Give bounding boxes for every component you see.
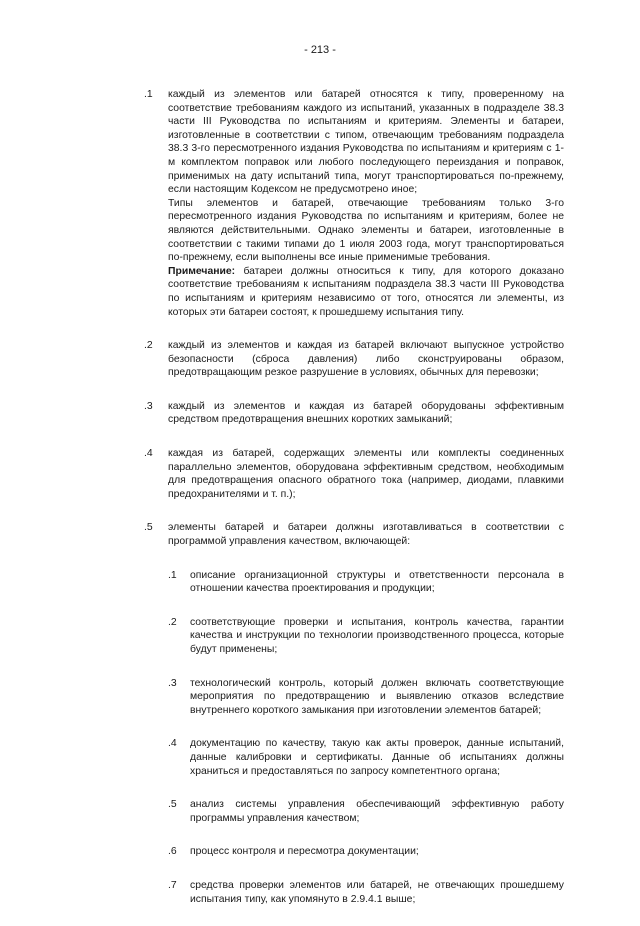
sub-item-number: .6 — [168, 846, 177, 858]
sub-item-number: .7 — [168, 879, 177, 891]
list-item-2 — [0, 339, 564, 380]
item-number: .1 — [144, 89, 153, 100]
sub-item-text: описание организационной структуры и ответственности персонала в отношении качества проектирования и продукции; — [190, 569, 564, 595]
note-paragraph — [168, 265, 564, 319]
sub-item-4 — [168, 737, 564, 778]
item-number: .2 — [144, 340, 153, 352]
list-item-5 — [0, 521, 564, 906]
sub-item-2 — [168, 616, 564, 657]
sub-item-text: процесс контроля и пересмотра документации; — [190, 846, 419, 858]
sub-item-text: анализ системы управления обеспечивающий эффективную работу программы управления качеством; — [190, 799, 564, 824]
sub-item-number: .2 — [168, 616, 177, 628]
item-number: .4 — [144, 448, 153, 460]
item-number: .5 — [144, 522, 153, 534]
sub-item-number: .5 — [168, 799, 177, 811]
sub-item-text: документацию по качеству, такую как акты проверок, данные испытаний, данные калибровки и сертификаты. Данные об испытаниях должны храниться и предоставляться по запросу компетентного органа; — [190, 738, 564, 777]
sub-item-number: .4 — [168, 738, 177, 750]
list-item-3 — [0, 400, 564, 427]
sub-item-7 — [168, 879, 564, 906]
item-text: каждый из элементов и каждая из батарей включают выпускное устройство безопасности (сброса давления) либо сконструированы образом, предотвращающим резкое разрушение в условиях, обычных для перевозки; — [168, 340, 564, 379]
sub-item-text: соответствующие проверки и испытания, контроль качества, гарантии качества и инструкции по технологии производственного процесса, которые будут применены; — [190, 616, 564, 655]
list-item-4 — [0, 447, 564, 501]
sub-list — [168, 569, 564, 907]
list-item-1 — [0, 88, 564, 319]
item-text: каждый из элементов и каждая из батарей оборудованы эффективным средством предотвращения внешних коротких замыканий; — [168, 400, 564, 426]
item-text: каждая из батарей, содержащих элементы или комплекты соединенных параллельно элементов, оборудована эффективным средством, необходимым для предотвращения опасного обратного тока (например, диодами, плавкими предохранителями и т. п.); — [168, 448, 564, 500]
sub-item-1 — [168, 569, 564, 596]
document-body — [0, 88, 640, 926]
sub-item-text: технологический контроль, который должен включать соответствующие мероприятия по предотвращению и выявлению отказов вследствие внутреннего короткого замыкания при изготовлении элементов батарей; — [190, 677, 564, 716]
item-paragraph: Типы элементов и батарей, отвечающие требованиям только 3-го пересмотренного издания Руководства по испытаниям и критериям, более не являются действительными. Однако элементы и батареи, изготовленные в соответствии с такими типами до 1 июля 2003 года, могут транспортироваться по-прежнему, если выполнены все иные применимые требования. — [168, 197, 564, 264]
sub-item-number: .1 — [168, 569, 177, 581]
sub-item-text: средства проверки элементов или батарей, не отвечающих прошедшему испытания типу, как упомянуто в 2.9.4.1 выше; — [190, 879, 564, 905]
sub-item-5 — [168, 798, 564, 825]
note-text: батареи должны относиться к типу, для которого доказано соответствие требованиям к испытаниям подраздела 38.3 части III Руководства по испытаниям и критериям независимо от того, относятся ли элементы, из которых эти батареи состоят, к прошедшему испытания типу. — [168, 265, 564, 318]
item-text: элементы батарей и батареи должны изготавливаться в соответствии с программой управления качеством, включающей: — [168, 522, 564, 548]
item-text: каждый из элементов или батарей относятся к типу, проверенному на соответствие требованиям каждого из испытаний, указанных в подразделе 38.3 части III Руководства по испытаниям и критериям. Элементы и батареи, изготовленные в соответствии с типом, отвечающим требованиям подраздела 38.3 3-го пересмотренного издания Руководства по испытаниям и критериям с 1-м комплектом поправок или любого последующего переиздания и поправок, применимых на дату испытаний типа, могут транспортироваться по-прежнему, если настоящим Кодексом не предусмотрено иное; — [168, 89, 564, 196]
item-number: .3 — [144, 400, 153, 412]
page-number: - 213 - — [304, 44, 336, 56]
sub-item-6 — [168, 845, 564, 859]
sub-item-3 — [168, 677, 564, 718]
sub-item-number: .3 — [168, 677, 177, 689]
note-label: Примечание: — [168, 265, 236, 277]
